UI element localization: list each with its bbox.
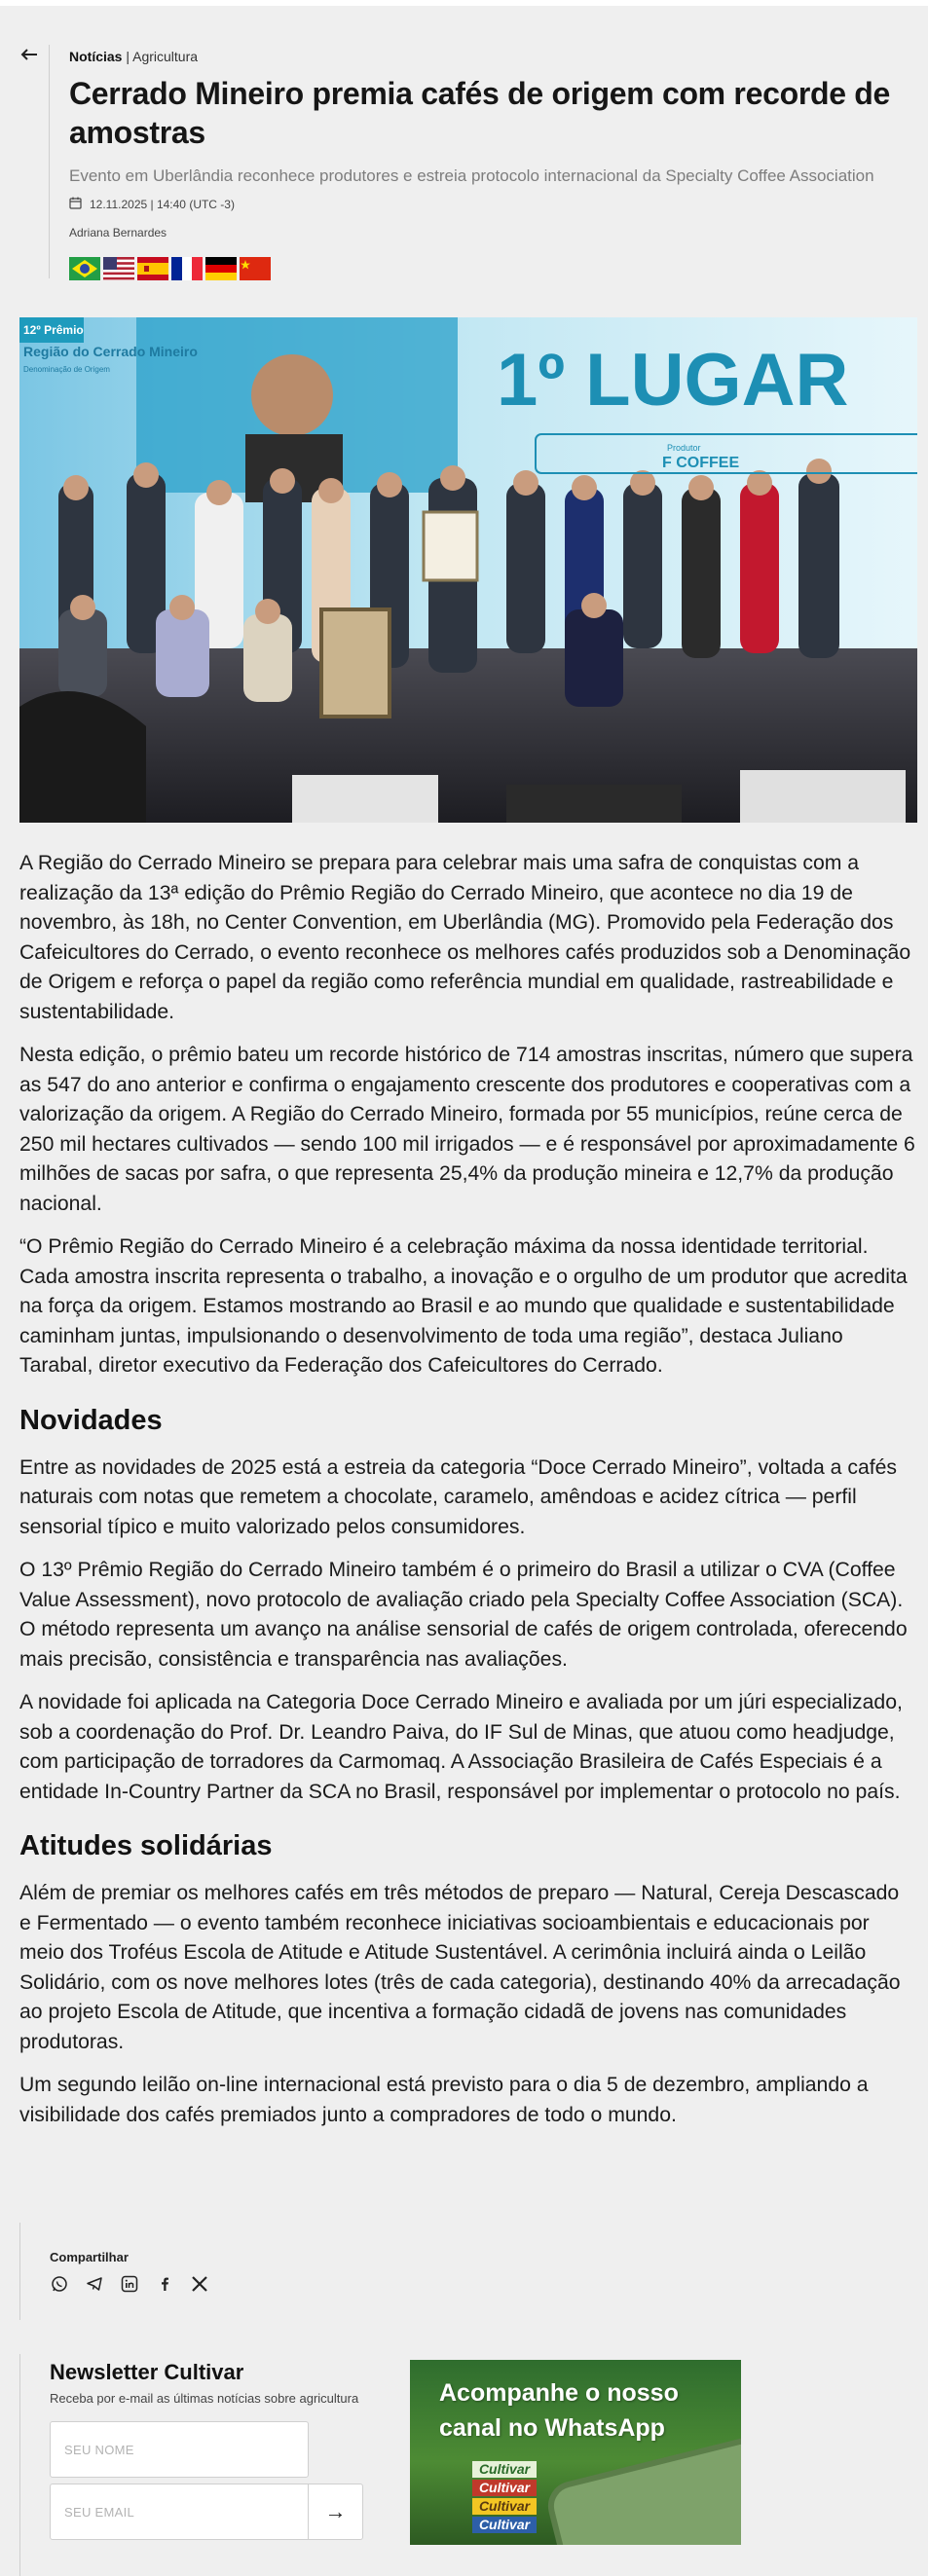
phone-illustration <box>542 2431 741 2545</box>
article-paragraph: Nesta edição, o prêmio bateu um recorde histórico de 714 amostras inscritas, número que supera as 547 do ano anterior e confirma o engajamento crescente dos produtores e cooperativas com a valorização da origem. A Região do Cerrado Mineiro, formada por 55 municípios, reúne cerca de 250 mil hectares cultivados — sendo 100 mil irrigados — e é responsável por aproximadamente 6 milhões de sacas por safra, o que representa 25,4% da produção mineira e 12,7% da produção nacional. <box>19 1044 915 1215</box>
banner-line-1: Acompanhe o nosso <box>439 2379 679 2407</box>
hero-producer-name: F COFFEE <box>662 455 740 471</box>
newsletter-submit-button[interactable]: → <box>309 2484 363 2540</box>
email-row <box>50 2484 429 2540</box>
breadcrumb-category[interactable]: Agricultura <box>132 49 199 64</box>
whatsapp-icon[interactable] <box>50 2274 69 2294</box>
hero-place-text: 1º LUGAR <box>497 339 849 422</box>
article-subtitle: Evento em Uberlândia reconhece produtores e estreia protocolo internacional da Specialty Coffee Association <box>69 166 874 185</box>
top-bar <box>0 0 928 6</box>
back-arrow-icon[interactable] <box>19 45 39 69</box>
cultivar-logos <box>472 2461 537 2535</box>
hero-producer-label: Produtor <box>667 443 701 453</box>
article-paragraph: Um segundo leilão on-line internacional está previsto para o dia 5 de dezembro, ampliando a visibilidade dos cafés premiados junto a compradores de todo o mundo. <box>19 2074 869 2126</box>
banner-line-2: canal no WhatsApp <box>439 2414 665 2442</box>
cultivar-logo: Cultivar <box>472 2517 537 2533</box>
article-body <box>19 849 915 2144</box>
email-input[interactable] <box>50 2484 309 2540</box>
spain-flag-icon[interactable] <box>137 257 168 280</box>
hero-image <box>19 317 917 823</box>
telegram-icon[interactable] <box>85 2274 104 2294</box>
cultivar-logo: Cultivar <box>472 2461 537 2478</box>
hero-badge-number: 12º Prêmio <box>23 323 84 337</box>
article-paragraph: O 13º Prêmio Região do Cerrado Mineiro também é o primeiro do Brasil a utilizar o CVA (Coffee Value Assessment), novo protocolo de avaliação criado pela Specialty Coffee Association (SCA). O método representa um avanço na análise sensorial de cafés de origem controlada, oferecendo mais precisão, consistência e transparência nas avaliações. <box>19 1559 908 1671</box>
facebook-icon[interactable] <box>155 2274 174 2294</box>
breadcrumb <box>69 49 926 64</box>
header-body <box>49 45 926 278</box>
share-section <box>19 2223 829 2320</box>
publish-date <box>69 197 926 212</box>
article-paragraph: A Região do Cerrado Mineiro se prepara para celebrar mais uma safra de conquistas com a realização da 13ª edição do Prêmio Região do Cerrado Mineiro, que acontece no dia 19 de novembro, às 18h, no Center Convention, em Uberlândia (MG). Promovido pela Federação dos Cafeicultores do Cerrado, o evento reconhece os melhores cafés produzidos sob a Denominação de Origem e reforça o papel da região como referência mundial em qualidade, rastreabilidade e sustentabilidade. <box>19 852 911 1023</box>
name-input[interactable] <box>50 2421 309 2478</box>
newsletter-title: Newsletter Cultivar <box>50 2360 244 2384</box>
page-title: Cerrado Mineiro premia cafés de origem com recorde de amostras <box>69 76 891 150</box>
france-flag-icon[interactable] <box>171 257 203 280</box>
brazil-flag-icon[interactable] <box>69 257 100 280</box>
article-paragraph: Entre as novidades de 2025 está a estreia da categoria “Doce Cerrado Mineiro”, voltada a cafés naturais com notas que remetem a chocolate, caramelo, amêndoas e acidez cítrica — perfil sensorial típico e muito valorizado pelos consumidores. <box>19 1455 897 1538</box>
author-name[interactable]: Adriana Bernardes <box>69 226 167 239</box>
section-heading: Novidades <box>19 1404 163 1436</box>
newsletter-section <box>19 2354 429 2576</box>
banner-text <box>439 2375 679 2446</box>
china-flag-icon[interactable] <box>240 257 271 280</box>
x-icon[interactable] <box>190 2274 209 2294</box>
breadcrumb-separator: | <box>126 49 130 64</box>
breadcrumb-section[interactable]: Notícias <box>69 49 123 64</box>
share-title: Compartilhar <box>50 2250 129 2264</box>
article-paragraph: “O Prêmio Região do Cerrado Mineiro é a celebração máxima da nossa identidade territorial. Cada amostra inscrita representa o trabalho, a inovação e o orgulho de um produtor que acredita na força da origem. Estamos mostrando ao Brasil e ao mundo que qualidade e sustentabilidade caminham juntas, impulsionando o desenvolvimento de toda uma região”, destaca Juliano Tarabal, diretor executivo da Federação dos Cafeicultores do Cerrado. <box>19 1235 908 1377</box>
language-flags <box>69 257 926 280</box>
cultivar-logo: Cultivar <box>472 2498 537 2515</box>
share-icons <box>50 2274 829 2294</box>
hero-badge-title: Região do Cerrado Mineiro <box>23 344 198 359</box>
publish-datetime: 12.11.2025 | 14:40 (UTC -3) <box>90 198 235 211</box>
article-paragraph: Além de premiar os melhores cafés em três métodos de preparo — Natural, Cereja Descascado e Fermentado — o evento também reconhece iniciativas socioambientais e educacionais por meio dos Troféus Escola de Atitude e Atitude Sustentável. A cerimônia incluirá ainda o Leilão Solidário, com os nove melhores lotes (três de cada categoria), destinando 40% da arrecadação ao projeto Escola de Atitude, que incentiva a formação cidadã de jovens nas comunidades produtoras. <box>19 1882 901 2053</box>
article-paragraph: A novidade foi aplicada na Categoria Doce Cerrado Mineiro e avaliada por um júri especializado, sob a coordenação do Prof. Dr. Leandro Paiva, do IF Sul de Minas, que atuou como headjudge, com participação de torradores da Carmomaq. A Associação Brasileira de Cafés Especiais é a entidade In-Country Partner da SCA no Brasil, responsável por implementar o protocolo no país. <box>19 1691 903 1803</box>
whatsapp-channel-banner[interactable] <box>410 2360 741 2545</box>
linkedin-icon[interactable] <box>120 2274 139 2294</box>
hero-badge-sub: Denominação de Origem <box>23 365 110 374</box>
calendar-icon <box>69 197 82 212</box>
section-heading: Atitudes solidárias <box>19 1830 273 1861</box>
usa-flag-icon[interactable] <box>103 257 134 280</box>
cultivar-logo: Cultivar <box>472 2480 537 2496</box>
germany-flag-icon[interactable] <box>205 257 237 280</box>
newsletter-subtitle: Receba por e-mail as últimas notícias sobre agricultura <box>50 2391 359 2406</box>
